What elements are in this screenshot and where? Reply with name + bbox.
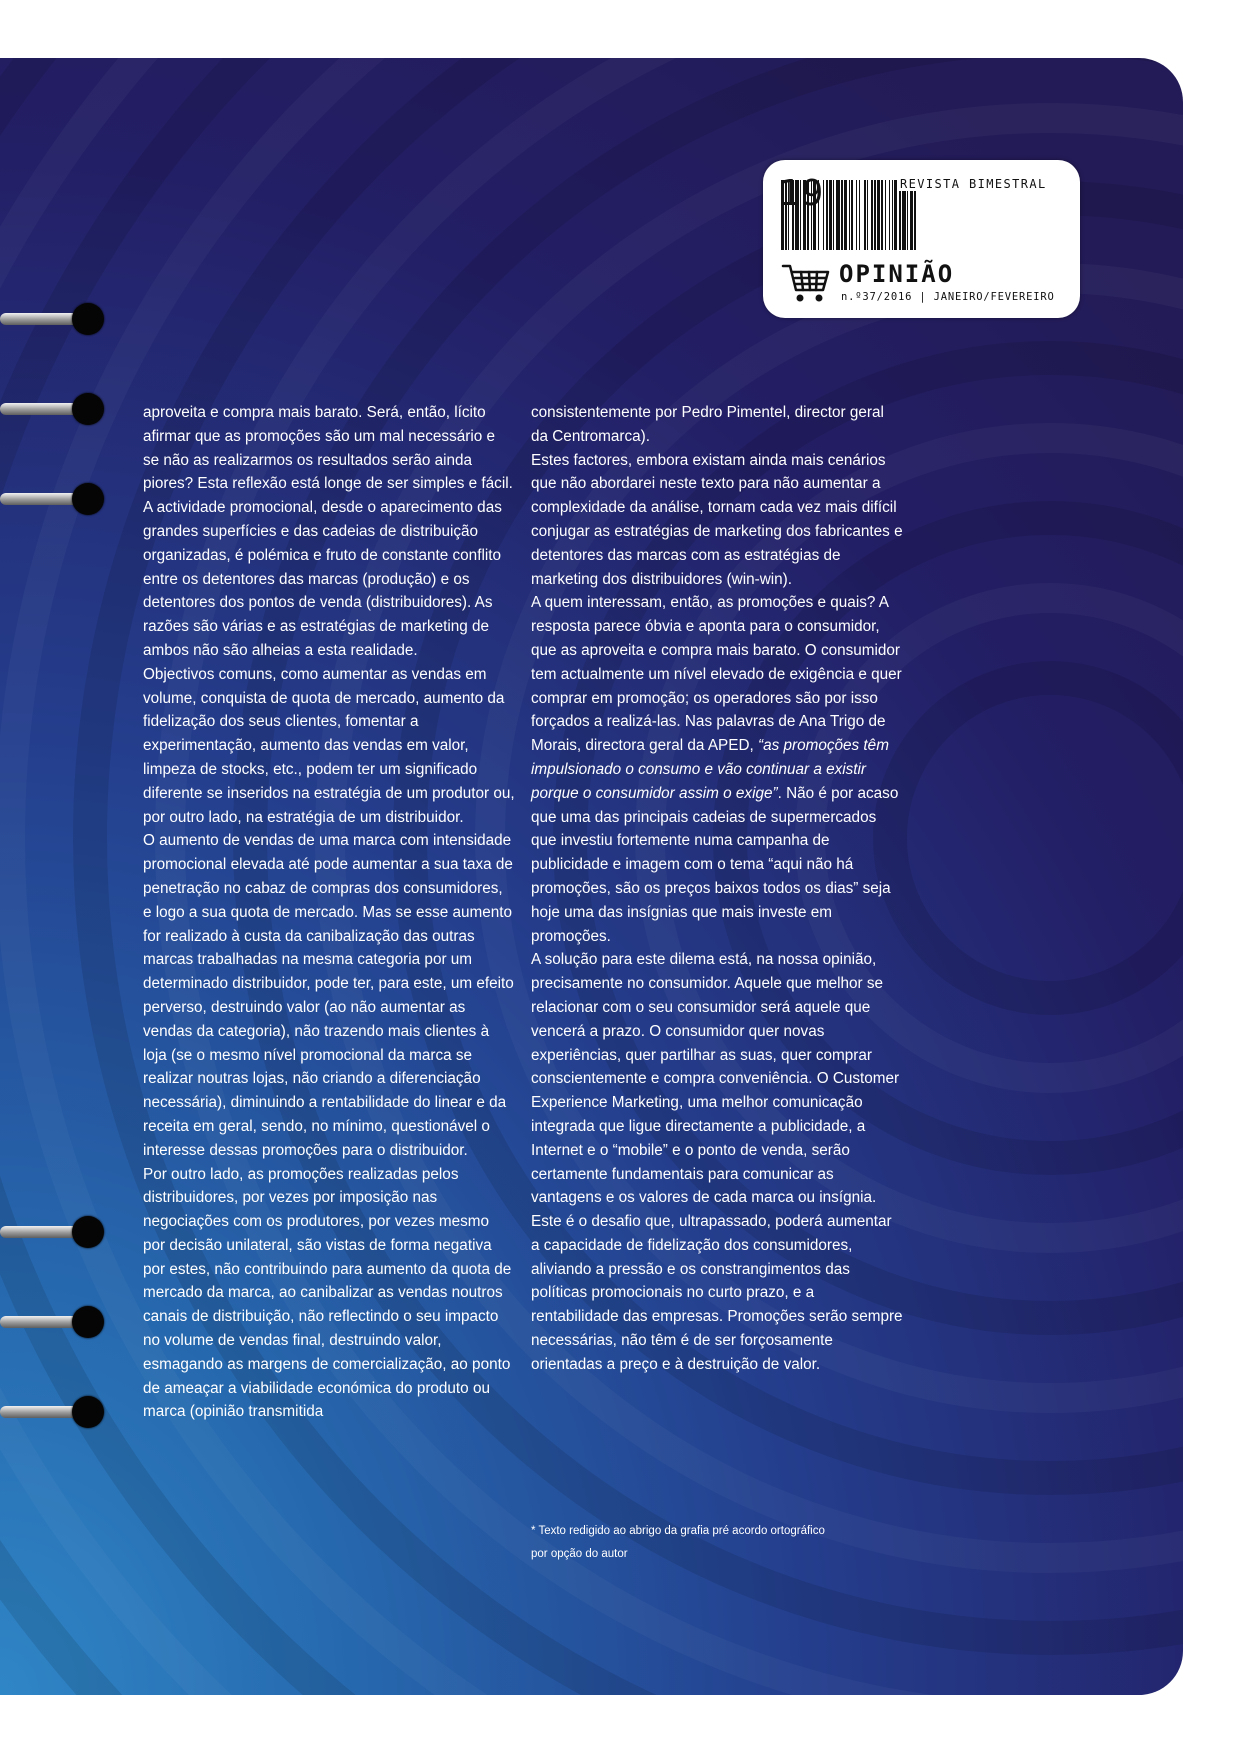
magazine-label: [763, 160, 1080, 318]
issue-number: 19: [779, 173, 825, 214]
paragraph: A actividade promocional, desde o aparecimento das grandes superfícies e das cadeias de distribuição organizadas, é polémica e fruto de constante conflito entre os detentores das marcas (produção) e os detentores dos pontos de venda (distribuidores). As razões são várias e as estratégias de marketing de ambos não são alheias a esta realidade.: [143, 499, 502, 659]
paragraph: O aumento de vendas de uma marca com intensidade promocional elevada até pode aumentar a sua taxa de penetração no cabaz de compras dos consumidores, e logo a sua quota de mercado. Mas se esse aumento for realizado à custa da canibalização das outras marcas trabalhadas na mesma categoria por um determinado distribuidor, pode ter, para este, um efeito perverso, destruindo valor (ao não aumentar as vendas da categoria), não trazendo mais clientes à loja (se o mesmo nível promocional da marca se realizar noutras lojas, não criando a diferenciação necessária), diminuindo a rentabilidade do linear e da receita em geral, sendo, no mínimo, questionável o interesse dessas promoções para o distribuidor.: [143, 832, 514, 1159]
spiral-binding-ring-icon: [0, 1396, 104, 1430]
spiral-binding-ring-icon: [0, 303, 104, 337]
footnote: [531, 1520, 931, 1566]
spiral-binding-ring-icon: [0, 1216, 104, 1250]
article-column-left: [143, 401, 515, 1424]
paragraph-text: A quem interessam, então, as promoções e quais? A resposta parece óbvia e aponta para o consumidor, que as aproveita e compra mais barato. O consumidor tem actualmente um nível elevado de exigência e quer comprar em promoção; os operadores são por isso forçados a realizá-las. Nas palavras de Ana Trigo de Morais, directora geral da APED,: [531, 594, 902, 755]
shopping-cart-icon: [781, 260, 831, 304]
magazine-type: REVISTA BIMESTRAL: [900, 177, 1047, 191]
footnote-line: * Texto redigido ao abrigo da grafia pré acordo ortográfico: [531, 1525, 825, 1537]
paragraph: A solução para este dilema está, na nossa opinião, precisamente no consumidor. Aquele que melhor se relacionar com o seu consumidor será aquele que vencerá a prazo. O consumidor quer novas experiências, quer partilhar as suas, quer comprar conscientemente e compra conveniência. O Customer Experience Marketing, uma melhor comunicação integrada que ligue directamente a publicidade, a Internet e o “mobile” e o ponto de venda, serão certamente fundamentais para comunicar as vantagens e os valores de cada marca ou insígnia. Este é o desafio que, ultrapassado, poderá aumentar a capacidade de fidelização dos consumidores, aliviando a pressão e os constrangimentos das políticas promocionais no curto prazo, e a rentabilidade das empresas. Promoções serão sempre necessárias, não têm é de ser forçosamente orientadas a preço e à destruição de valor.: [531, 951, 903, 1373]
paragraph-text: . Não é por acaso que uma das principais cadeias de supermercados que investiu fortemente numa campanha de publicidade e imagem com o tema “aqui não há promoções, são os preços baixos todos os dias” seja hoje uma das insígnias que mais investe em promoções.: [531, 784, 899, 945]
article-column-right: [531, 401, 903, 1377]
paragraph: consistentemente por Pedro Pimentel, director geral da Centromarca).: [531, 404, 884, 445]
magazine-title: OPINIÃO: [839, 260, 955, 288]
quote: “as promoções têm impulsionado o consumo e vão continuar a existir porque o consumidor assim o exige”: [531, 737, 889, 802]
paragraph: Estes factores, embora existam ainda mais cenários que não abordarei neste texto para não aumentar a complexidade da análise, tornam cada vez mais difícil conjugar as estratégias de marketing dos fabricantes e detentores das marcas com as estratégias de marketing dos distribuidores (win-win).: [531, 451, 903, 588]
paragraph: Objectivos comuns, como aumentar as vendas em volume, conquista de quota de mercado, aumento da fidelização dos seus clientes, fomentar a experimentação, aumento das vendas em valor, limpeza de stocks, etc., podem ter um significado diferente se inseridos na estratégia de um produtor ou, por outro lado, na estratégia de um distribuidor.: [143, 665, 515, 826]
paragraph: aproveita e compra mais barato. Será, então, lícito afirmar que as promoções são um mal necessário e se não as realizarmos os resultados serão ainda piores? Esta reflexão está longe de ser simples e fácil.: [143, 404, 513, 493]
spiral-binding-ring-icon: [0, 483, 104, 517]
spiral-binding-ring-icon: [0, 393, 104, 427]
spiral-binding-ring-icon: [0, 1306, 104, 1340]
paragraph: [531, 591, 903, 948]
issue-info: n.º37/2016 | JANEIRO/FEVEREIRO: [841, 291, 1055, 303]
paragraph: Por outro lado, as promoções realizadas pelos distribuidores, por vezes por imposição nas negociações com os produtores, por vezes mesmo por decisão unilateral, são vistas de forma negativa por estes, não contribuindo para aumento da quota de mercado da marca, ao canibalizar as vendas noutros canais de distribuição, não reflectindo o seu impacto no volume de vendas final, destruindo valor, esmagando as margens de comercialização, ao ponto de ameaçar a viabilidade económica do produto ou marca (opinião transmitida: [143, 1165, 512, 1421]
footnote-line: por opção do autor: [531, 1548, 628, 1560]
